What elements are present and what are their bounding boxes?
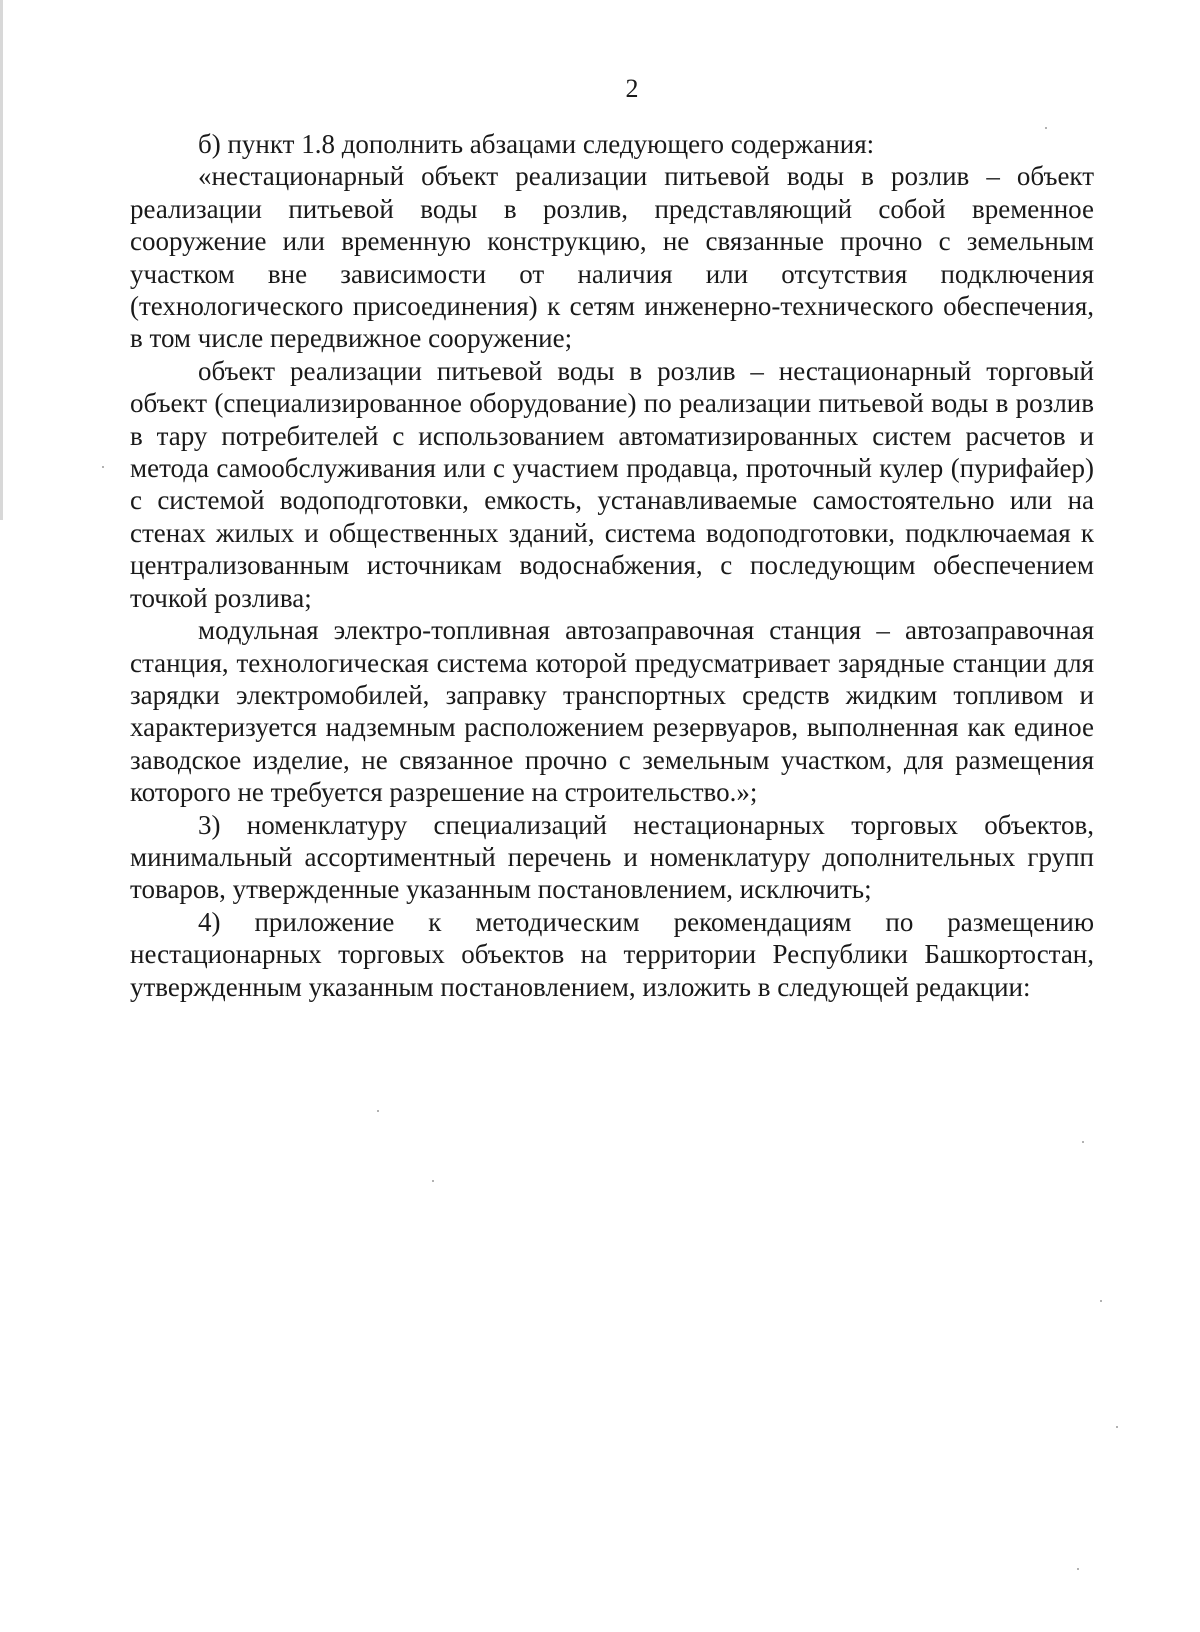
scan-speck <box>1100 1300 1102 1302</box>
page-number: 2 <box>625 74 639 103</box>
scan-speck <box>1045 127 1047 129</box>
paragraph-item-4: 4) приложение к методическим рекомендациям по размещению нестационарных торговых объектов на территории Республики Башкортостан, утвержденным указанным постановлением, изложить в следующей редакции: <box>130 906 1094 1002</box>
paragraph-definition-water-object: объект реализации питьевой воды в розлив – нестационарный торговый объект (специализированное оборудование) по реализации питьевой воды в розлив в тару потребителей с использованием автоматизированных систем расчетов и метода самообслуживания или с участием продавца, проточный кулер (пурифайер) с системой водоподготовки, емкость, устанавливаемые самостоятельно или на стенах жилых и общественных зданий, система водоподготовки, подключаемая к централизованным источникам водоснабжения, с последующим обеспечением точкой розлива; <box>130 355 1094 613</box>
document-body <box>130 128 1094 1003</box>
paragraph-item-3: 3) номенклатуру специализаций нестационарных торговых объектов, минимальный ассортиментный перечень и номенклатуру дополнительных групп товаров, утвержденные указанным постановлением, исключить; <box>130 809 1094 905</box>
scan-speck <box>377 1110 379 1112</box>
scan-speck <box>1082 1141 1084 1143</box>
paragraph-item-b: б) пункт 1.8 дополнить абзацами следующего содержания: <box>198 129 875 159</box>
scan-speck <box>102 466 104 468</box>
paragraph-definition-fuel-station: модульная электро-топливная автозаправочная станция – автозаправочная станция, технологическая система которой предусматривает зарядные станции для зарядки электромобилей, заправку транспортных средств жидким топливом и характеризуется надземным расположением резервуаров, выполненная как единое заводское изделие, не связанное прочно с земельным участком, для размещения которого не требуется разрешение на строительство.»; <box>130 615 1094 808</box>
scan-speck <box>432 1180 434 1182</box>
scan-speck <box>1077 1568 1079 1570</box>
paragraph-definition-water-kiosk: «нестационарный объект реализации питьевой воды в розлив – объект реализации питьевой воды в розлив, представляющий собой временное сооружение или временную конструкцию, не связанные прочно с земельным участком вне зависимости от наличия или отсутствия подключения (технологического присоединения) к сетям инженерно-технического обеспечения, в том числе передвижное сооружение; <box>130 161 1094 354</box>
scan-speck <box>1116 1426 1118 1428</box>
